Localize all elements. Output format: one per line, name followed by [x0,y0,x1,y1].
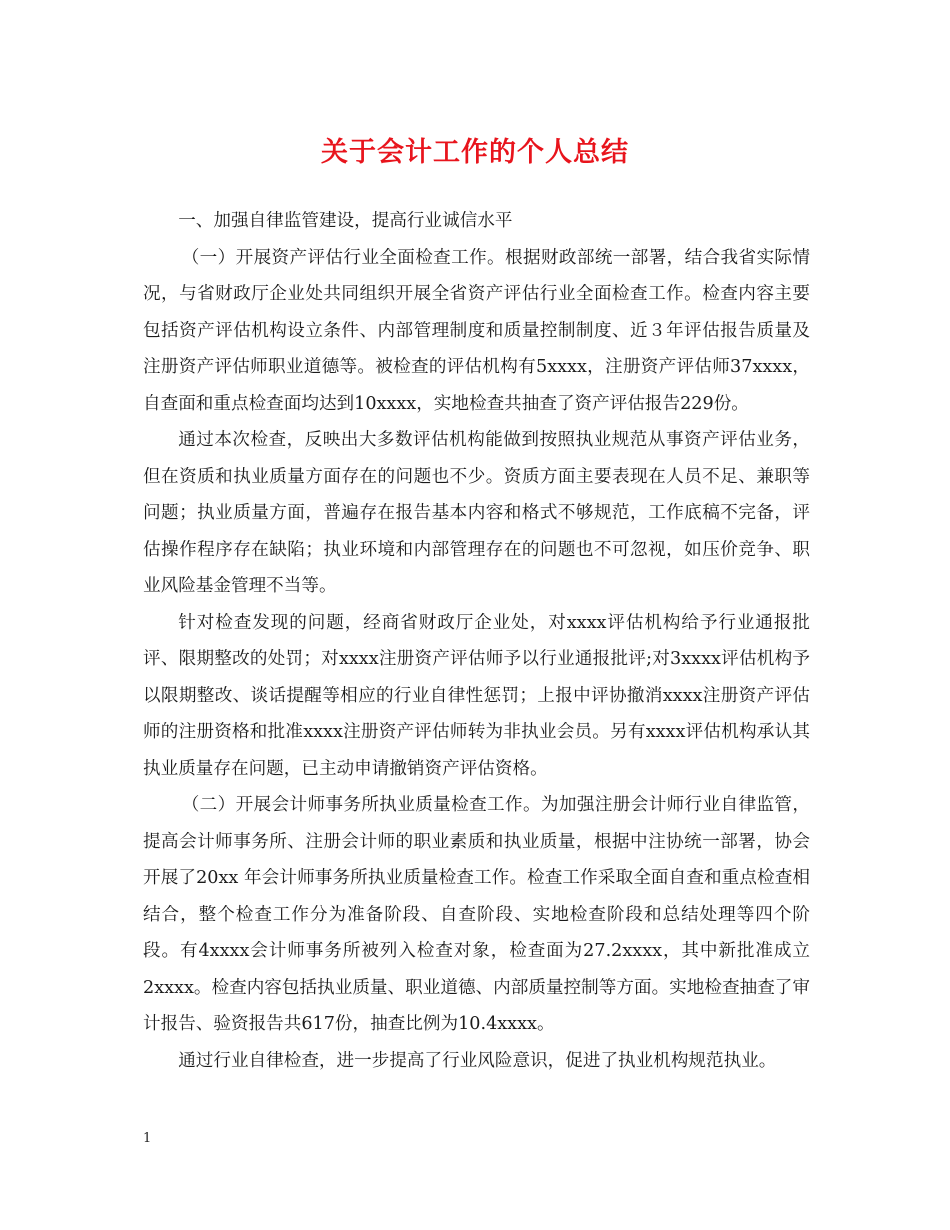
document-title: 关于会计工作的个人总结 [321,137,629,168]
paragraph: 通过行业自律检查，进一步提高了行业风险意识，促进了执业机构规范执业。 [178,1050,777,1071]
paragraph: （一）开展资产评估行业全面检查工作。根据财政部统一部署，结合我省实际情况，与省财政厅企业处共同组织开展全省资产评估行业全面检查工作。检查内容主要包括资产评估机构设立条件、内部管理制度和质量控制制度、近３年评估报告质量及注册资产评估师职业道德等。被检查的评估机构有5xxxx，注册资产评估师37xxxx，自查面和重点检查面均达到10xxxx，实地检查共抽查了资产评估报告229份。 [143,247,810,414]
page-number: 1 [143,1131,152,1146]
paragraph: （二）开展会计师事务所执业质量检查工作。为加强注册会计师行业自律监管，提高会计师事务所、注册会计师的职业素质和执业质量，根据中注协统一部署，协会开展了20xx 年会计师事务所执业质量检查工作。检查工作采取全面自查和重点检查相结合，整个检查工作分为准备阶段、自查阶段、实地检查阶段和总结处理等四个阶段。有4xxxx会计师事务所被列入检查对象，检查面为27.2xxxx，其中新批准成立2xxxx。检查内容包括执业质量、职业道德、内部质量控制等方面。实地检查抽查了审计报告、验资报告共617份，抽查比例为10.4xxxx。 [143,795,810,1034]
paragraph: 通过本次检查，反映出大多数评估机构能做到按照执业规范从事资产评估业务，但在资质和执业质量方面存在的问题也不少。资质方面主要表现在人员不足、兼职等问题；执业质量方面，普遍存在报告基本内容和格式不够规范，工作底稿不完备，评估操作程序存在缺陷；执业环境和内部管理存在的问题也不可忽视，如压价竞争、职业风险基金管理不当等。 [143,430,810,596]
document-body [143,203,810,1079]
paragraph: 针对检查发现的问题，经商省财政厅企业处，对xxxx评估机构给予行业通报批评、限期整改的处罚；对xxxx注册资产评估师予以行业通报批评;对3xxxx评估机构予以限期整改、谈话提醒等相应的行业自律性惩罚；上报中评协撤消xxxx注册资产评估师的注册资格和批准xxxx注册资产评估师转为非执业会员。另有xxxx评估机构承认其执业质量存在问题，已主动申请撤销资产评估资格。 [143,612,810,779]
section-heading: 一、加强自律监管建设，提高行业诚信水平 [178,211,513,231]
